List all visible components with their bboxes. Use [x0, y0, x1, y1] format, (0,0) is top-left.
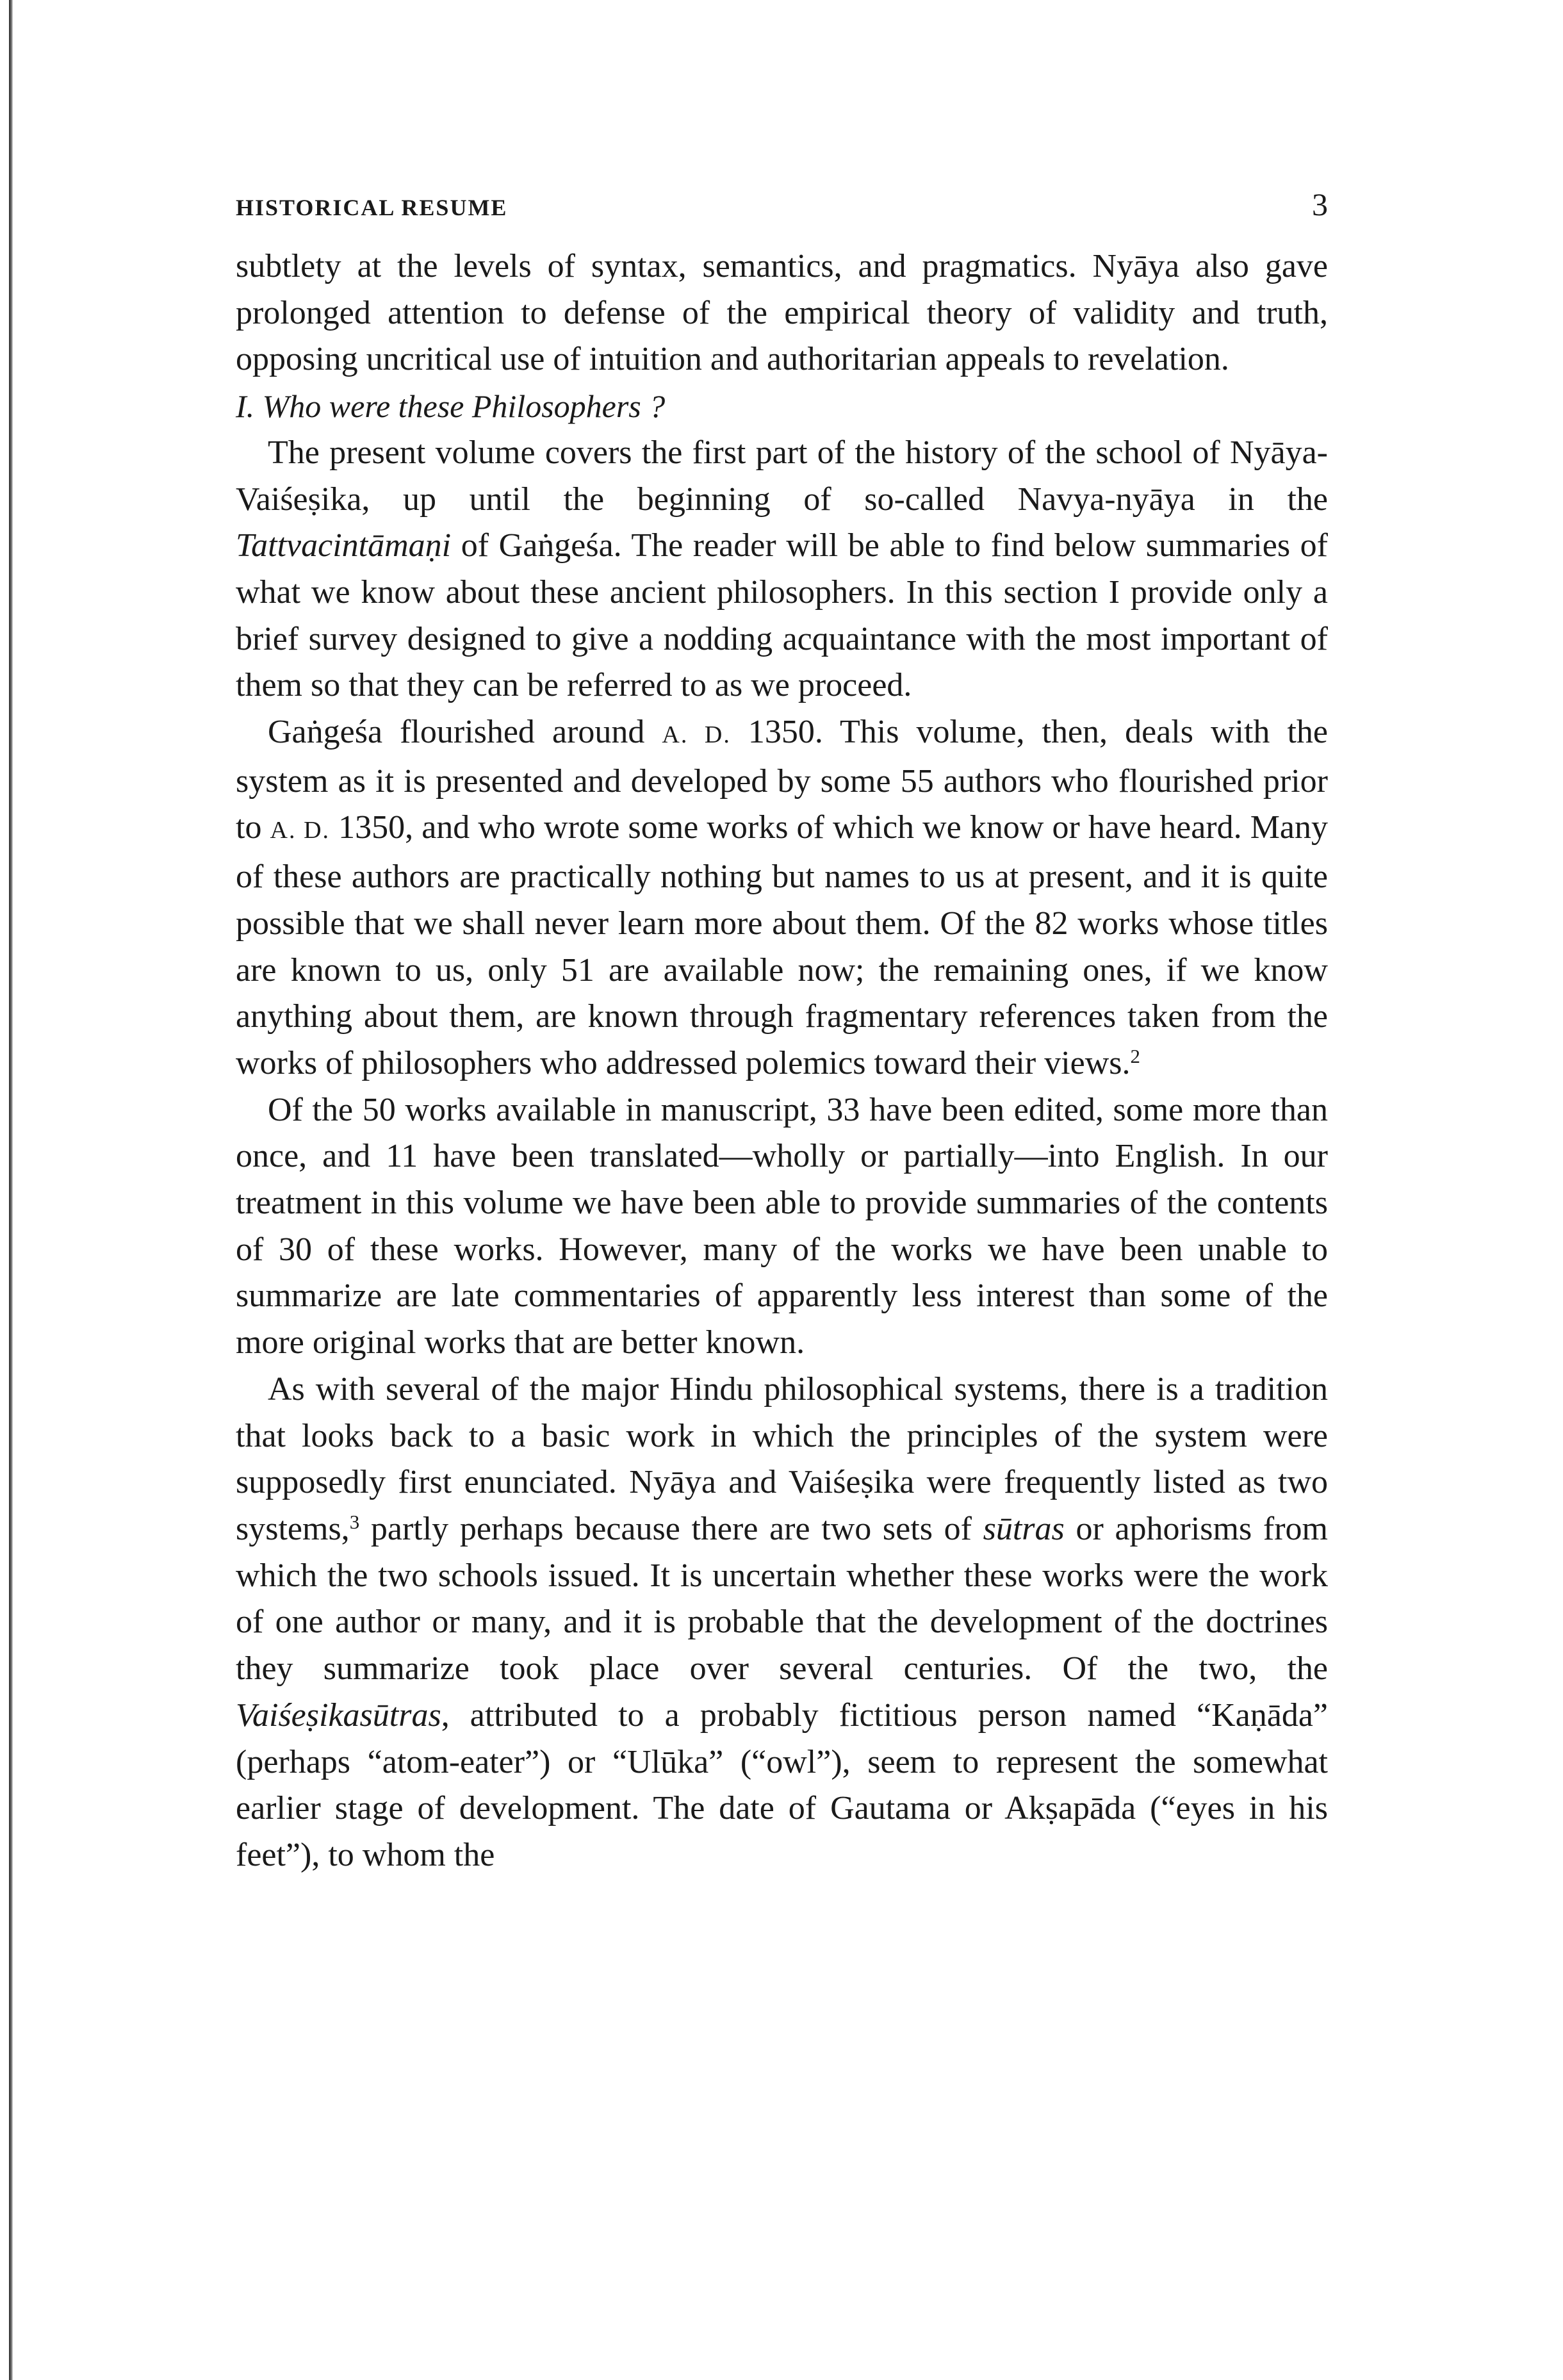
- book-title-vaisesikasutras: Vaiśeṣikasūtras: [236, 1696, 441, 1734]
- page-number: 3: [1312, 186, 1328, 222]
- paragraph-2: [236, 709, 1328, 1087]
- era-abbreviation: A. D.: [662, 721, 731, 749]
- paragraph-text: Gaṅgeśa flourished around: [268, 714, 662, 751]
- paragraph-text: The present volume covers the first part of the history of the school of Nyāya-Vaiśeṣika, up until the beginning of so-called Navya-nyāya in the: [236, 434, 1328, 518]
- paragraph-text: , attributed to a probably fictitious person named “Kaṇāda” (perhaps “atom-eater”) or “Ulūka” (“owl”), seem to represent the somewhat earlier stage of development. The date of Gautama or Akṣapāda (“eyes in his feet”), to whom the: [236, 1696, 1328, 1873]
- paragraph-text: of Gaṅgeśa. The reader will be able to find below summaries of what we know about these ancient philosophers. In this section I provide only a brief survey designed to give a nodding acquaintance with the most important of them so that they can be referred to as we proceed.: [236, 527, 1328, 704]
- paragraph-4: [236, 1366, 1328, 1879]
- book-page: [236, 186, 1328, 1879]
- paragraph-text: 1350. This volume, then, deals with the system as it is presented and developed by some 55 authors who flourished prior to: [236, 714, 1328, 846]
- book-title-tattvacintamani: Tattvacintāmaṇi: [236, 527, 452, 564]
- paragraph-text: subtlety at the levels of syntax, semantics, and pragmatics. Nyāya also gave prolonged attention to defense of the empirical theory of validity and truth, opposing uncritical use of intuition and authoritarian appeals to revelation.: [236, 248, 1328, 378]
- term-sutras: sūtras: [983, 1510, 1065, 1547]
- section-heading: I. Who were these Philosophers ?: [236, 388, 666, 425]
- page-binding-edge: [9, 0, 13, 2380]
- footnote-marker: 2: [1130, 1044, 1141, 1067]
- footnote-marker: 3: [349, 1510, 360, 1533]
- paragraph-1: [236, 430, 1328, 709]
- paragraph-text: partly perhaps because there are two sets of: [359, 1510, 983, 1547]
- paragraph-text: or aphorisms from which the two schools issued. It is uncertain whether these works were the work of one author or many, and it is probable that the development of the doctrines they summarize took place over several centuries. Of the two, the: [236, 1510, 1328, 1687]
- era-abbreviation: A. D.: [270, 817, 331, 844]
- running-head: [236, 186, 1328, 243]
- paragraph-3: [236, 1087, 1328, 1366]
- body-text: [236, 243, 1328, 1879]
- paragraph-text: As with several of the major Hindu philosophical systems, there is a tradition that looks back to a basic work in which the principles of the system were supposedly first enunciated. Nyāya and Vaiśeṣika were frequently listed as two systems,: [236, 1370, 1328, 1547]
- paragraph-text: Of the 50 works available in manuscript, 33 have been edited, some more than once, and 11 have been translated—wholly or partially—into English. In our treatment in this volume we have been able to provide summaries of the contents of 30 of these works. However, many of the works we have been unable to summarize are late commentaries of apparently less interest than some of the more original works that are better known.: [236, 1091, 1328, 1361]
- paragraph-opening: [236, 243, 1328, 383]
- running-title: HISTORICAL RESUME: [236, 195, 508, 220]
- paragraph-text: 1350, and who wrote some works of which we know or have heard. Many of these authors are practically nothing but names to us at present, and it is quite possible that we shall never learn more about them. Of the 82 works whose titles are known to us, only 51 are available now; the remaining ones, if we know anything about them, are known through fragmentary references taken from the works of philosophers who addressed polemics toward their views.: [236, 809, 1329, 1081]
